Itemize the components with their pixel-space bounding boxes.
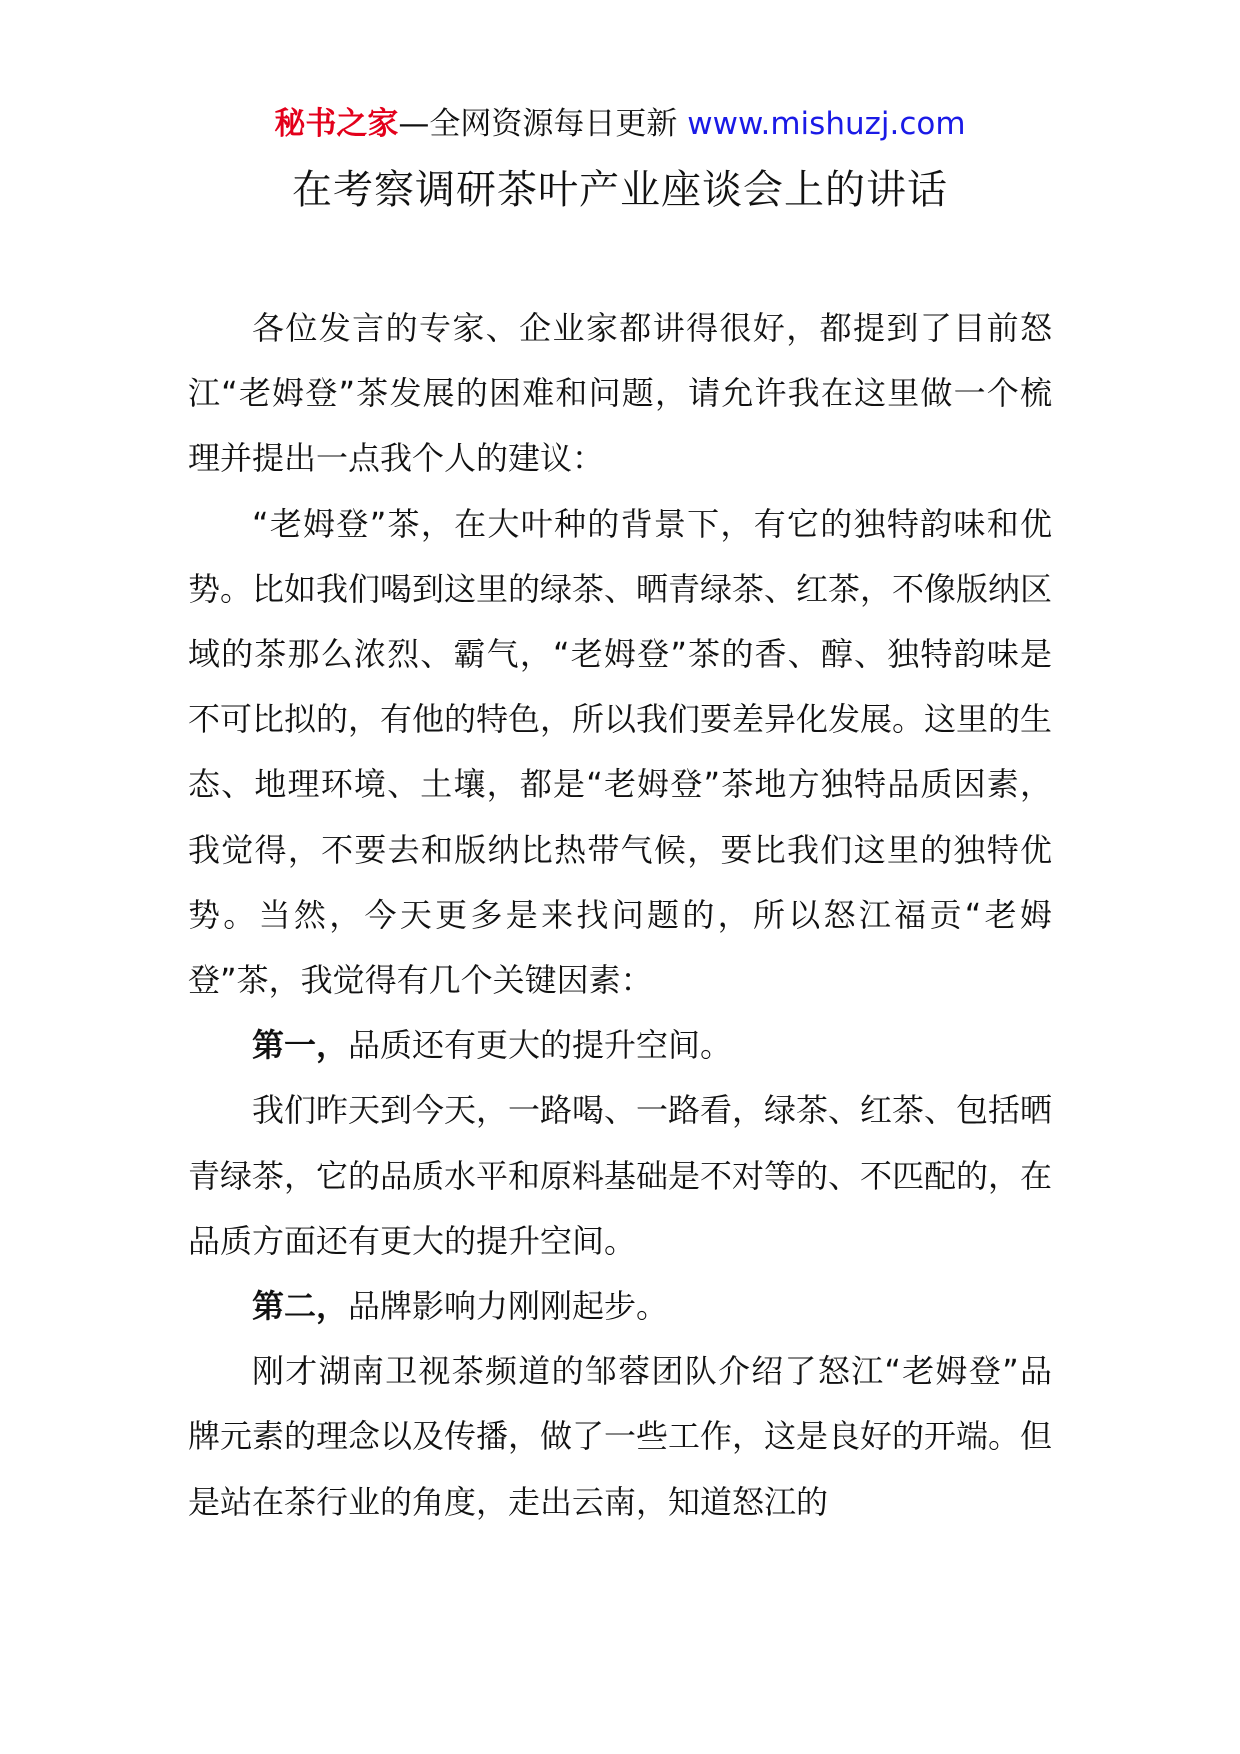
paragraph-2 bbox=[188, 492, 1052, 1014]
paragraph-text: 我们昨天到今天，一路喝、一路看，绿茶、红茶、包括晒青绿茶，它的品质水平和原料基础是不对等的、不匹配的，在品质方面还有更大的提升空间。 bbox=[188, 1091, 1053, 1260]
paragraph-1 bbox=[188, 296, 1052, 492]
paragraph-text: 品质还有更大的提升空间。 bbox=[348, 1026, 733, 1065]
paragraph-3 bbox=[188, 1013, 1052, 1078]
paragraph-text: 品牌影响力刚刚起步。 bbox=[348, 1287, 669, 1326]
site-header bbox=[0, 100, 1240, 148]
paragraph-text: 刚才湖南卫视茶频道的邹蓉团队介绍了怒江“老姆登”品牌元素的理念以及传播，做了一些工作，这是良好的开端。但是站在茶行业的角度，走出云南，知道怒江的 bbox=[188, 1352, 1053, 1521]
paragraph-4 bbox=[188, 1078, 1052, 1274]
point-lead: 第二， bbox=[252, 1287, 349, 1326]
site-url-link[interactable]: www.mishuzj.com bbox=[687, 106, 966, 142]
site-tagline: —全网资源每日更新 bbox=[398, 106, 688, 142]
site-brand: 秘书之家 bbox=[274, 106, 399, 142]
paragraph-text: “老姆登”茶，在大叶种的背景下，有它的独特韵味和优势。比如我们喝到这里的绿茶、晒青绿茶、红茶，不像版纳区域的茶那么浓烈、霸气，“老姆登”茶的香、醇、独特韵味是不可比拟的，有他的特色，所以我们要差异化发展。这里的生态、地理环境、土壤，都是“老姆登”茶地方独特品质因素，我觉得，不要去和版纳比热带气候，要比我们这里的独特优势。当然，今天更多是来找问题的，所以怒江福贡“老姆登”茶，我觉得有几个关键因素： bbox=[188, 504, 1053, 1000]
paragraph-6 bbox=[188, 1339, 1052, 1535]
document-title: 在考察调研茶叶产业座谈会上的讲话 bbox=[292, 167, 948, 213]
point-lead: 第一， bbox=[252, 1026, 349, 1065]
paragraph-text: 各位发言的专家、企业家都讲得很好，都提到了目前怒江“老姆登”茶发展的困难和问题，请允许我在这里做一个梳理并提出一点我个人的建议： bbox=[188, 309, 1052, 478]
document-body bbox=[188, 296, 1052, 1535]
paragraph-5 bbox=[188, 1274, 1052, 1339]
